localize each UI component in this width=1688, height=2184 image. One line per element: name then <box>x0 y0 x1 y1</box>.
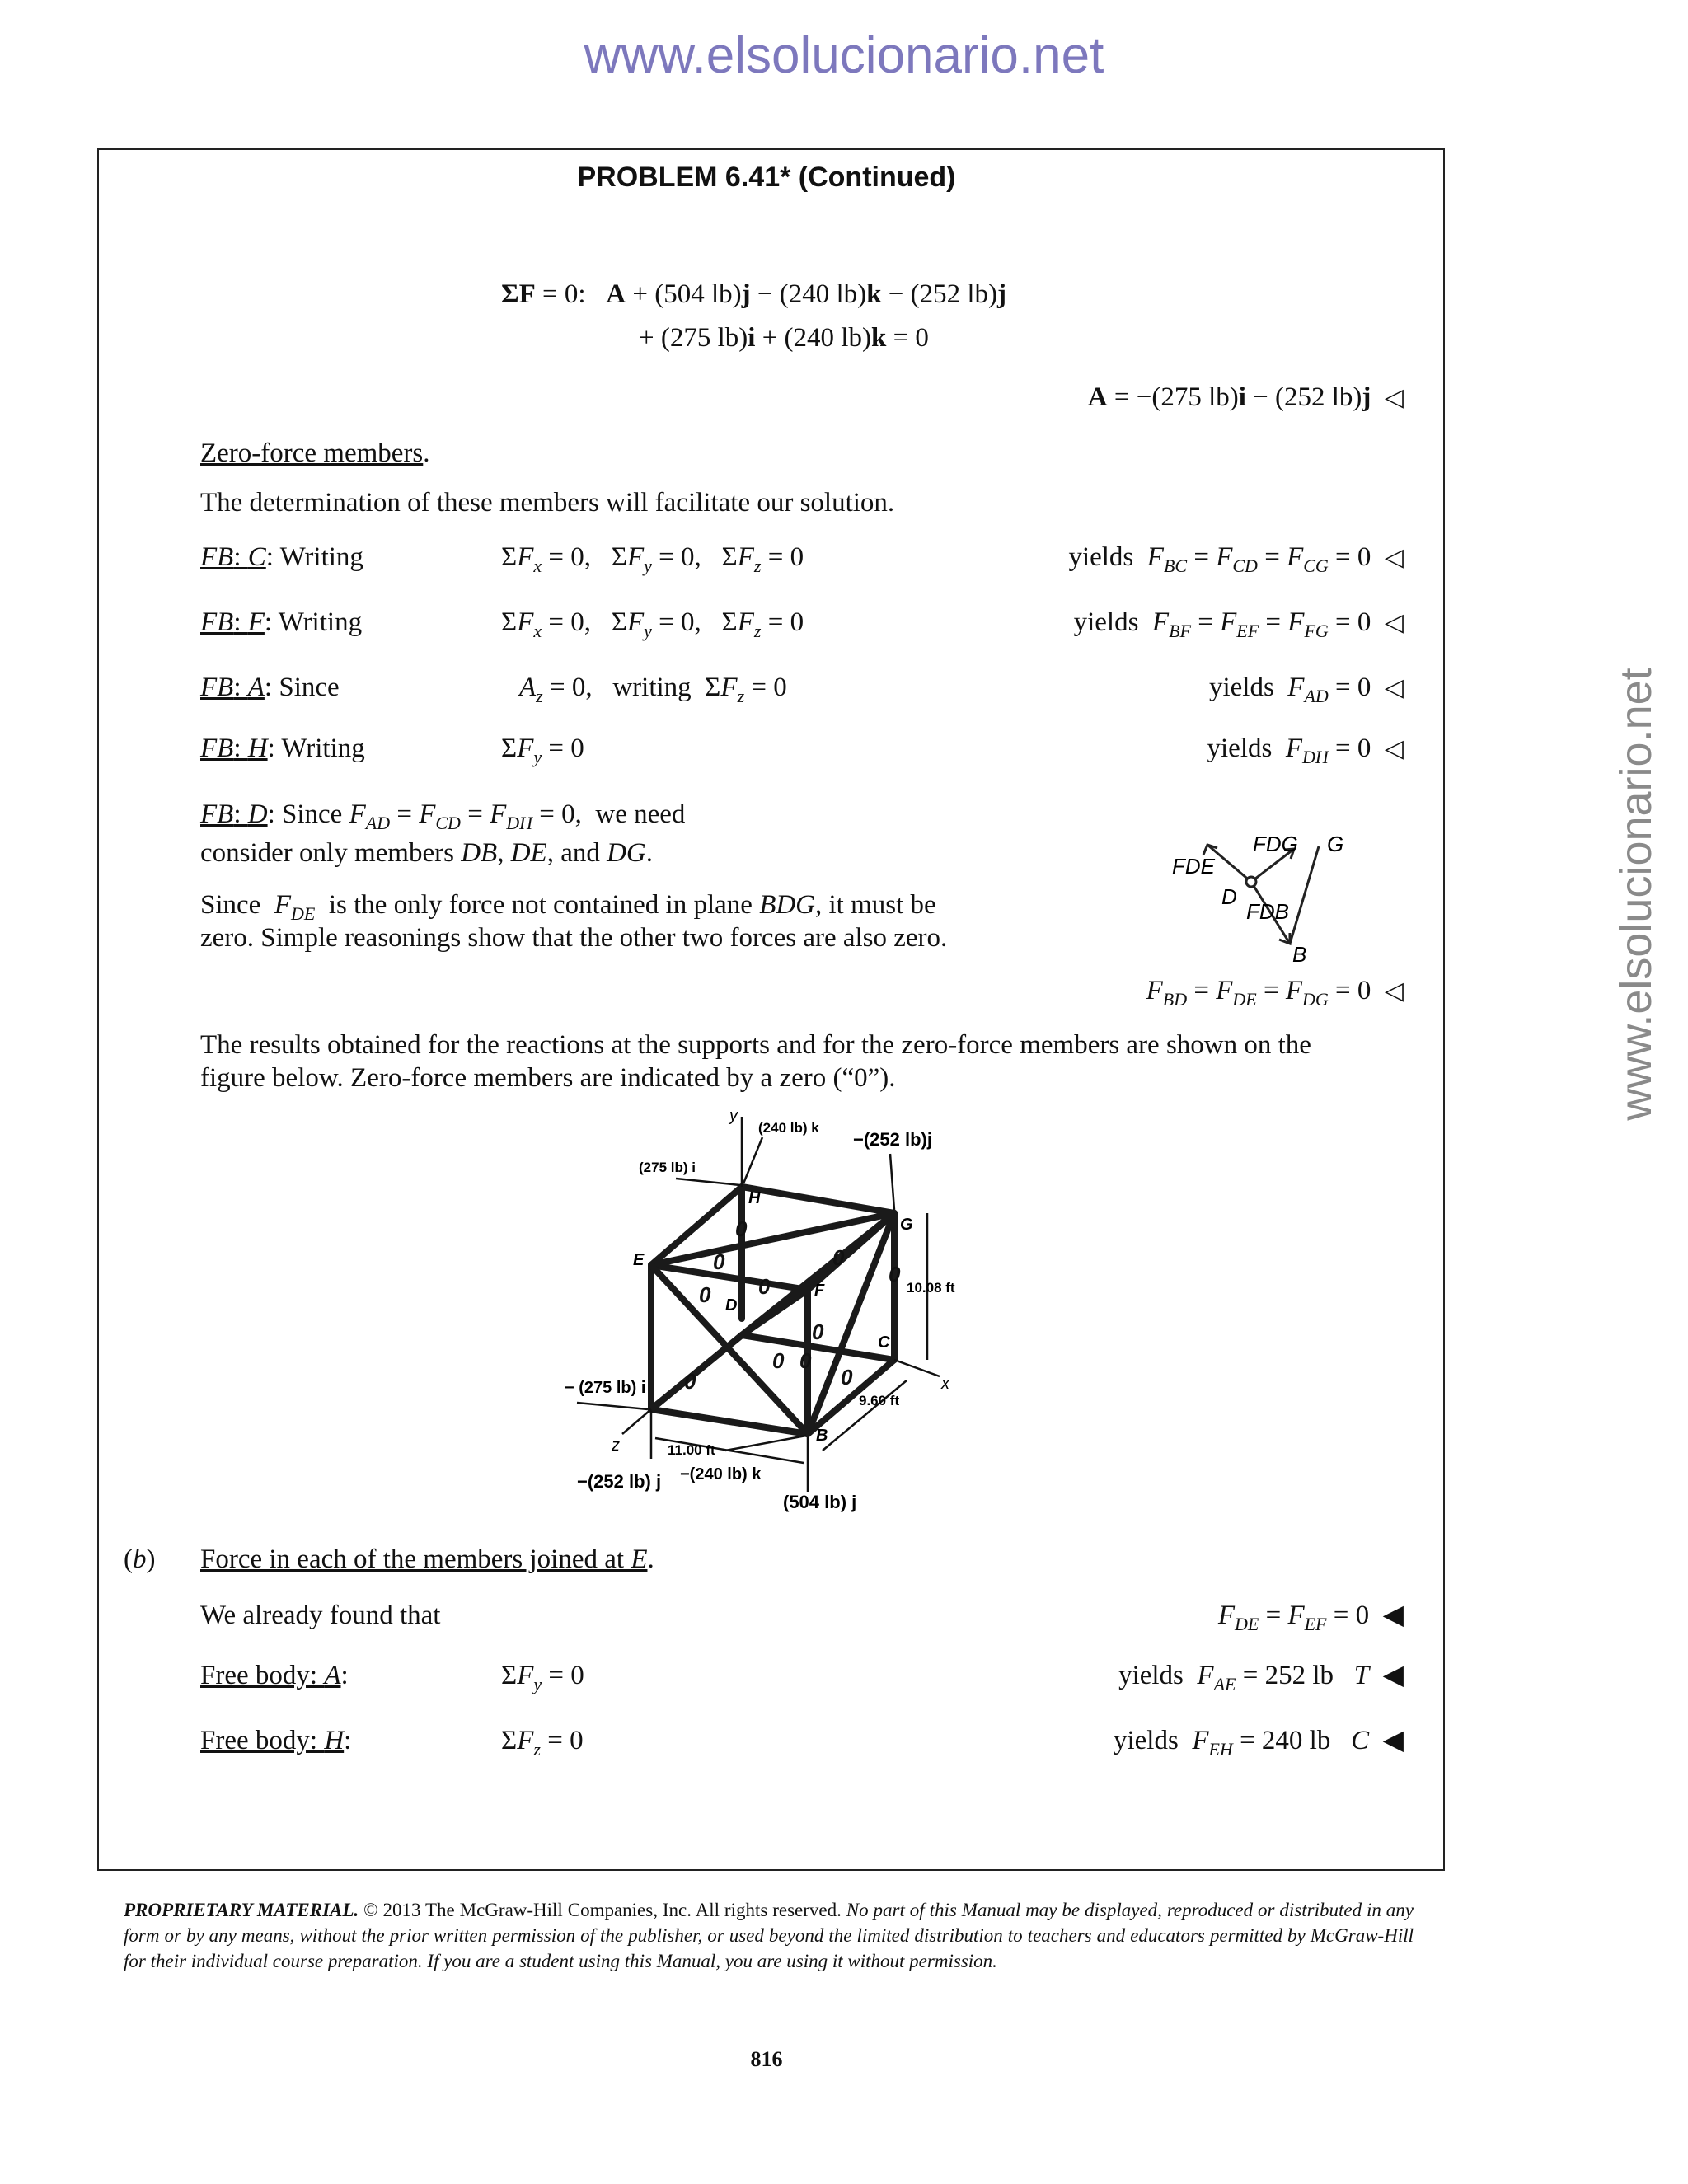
fb-d-result: $F_{BD} = F_{DE} = F_{DG} = 0$ ◁ <box>1146 976 1404 1010</box>
fb-f-result: yields $F_{BF} = F_{EF} = F_{FG} = 0$ ◁ <box>1073 607 1404 641</box>
fb-f-equation: $\Sigma F_x = 0$, $\Sigma F_y = 0$, $\Sigma F_z = 0$ <box>501 607 804 641</box>
equilibrium-line-1: ΣF = 0: A + (504 lb)j − (240 lb)k − (252 lb)j <box>501 279 1007 309</box>
zero-marker: 0 <box>799 1348 812 1373</box>
fb-d-para-1: Since $F_{DE}$ is the only force not contained in plane BDG, it must be <box>200 890 936 924</box>
fb-h2-label: Free body: H: <box>200 1726 352 1755</box>
fb-c-label: FB: C: Writing <box>200 542 363 572</box>
page-title: PROBLEM 6.41* (Continued) <box>577 162 956 193</box>
fb-d-para-2: zero. Simple reasonings show that the other two forces are also zero. <box>200 923 948 953</box>
fb-c-result: yields $F_{BC} = F_{CD} = F_{CG} = 0$ ◁ <box>1068 542 1404 576</box>
page-number: 816 <box>750 2047 783 2071</box>
zero-marker: 0 <box>889 1262 901 1286</box>
load-275i-left-label: − (275 lb) i <box>565 1379 646 1397</box>
dim-960-label: 9.60 ft <box>859 1393 900 1408</box>
fb-a2-equation: $\Sigma F_y = 0$ <box>501 1661 584 1694</box>
zero-marker: 0 <box>684 1369 696 1394</box>
zero-marker: 0 <box>758 1274 771 1299</box>
free-body-d-sketch <box>1154 828 1368 968</box>
fb-c-equation: $\Sigma F_x = 0$, $\Sigma F_y = 0$, $\Sigma F_z = 0$ <box>501 542 804 576</box>
fb-f-label: FB: F: Writing <box>200 607 363 637</box>
zero-marker: 0 <box>735 1216 748 1241</box>
fdb-label: FDB <box>1246 899 1289 924</box>
node-g-label: G <box>900 1216 913 1234</box>
watermark-top[interactable]: www.elsolucionario.net <box>584 27 1104 84</box>
equilibrium-line-2: + (275 lb)i + (240 lb)k = 0 <box>639 323 929 353</box>
load-504j-label: (504 lb) j <box>783 1492 857 1512</box>
reaction-a-result: A = −(275 lb)i − (252 lb)j ◁ <box>1087 382 1404 412</box>
zero-marker: 0 <box>713 1249 725 1274</box>
x-axis-label: x <box>941 1375 950 1393</box>
d-label: D <box>1221 884 1237 909</box>
watermark-side: www.elsolucionario.net <box>1611 668 1661 1121</box>
part-b-heading: Force in each of the members joined at E. <box>200 1544 654 1574</box>
node-d-label: D <box>725 1296 738 1315</box>
found-text: We already found that <box>200 1601 441 1630</box>
fb-a-label: FB: A: Since <box>200 673 340 702</box>
load-252j-bottom-label: −(252 lb) j <box>577 1471 662 1492</box>
load-275i-label: (275 lb) i <box>639 1160 696 1175</box>
node-f-label: F <box>814 1282 825 1300</box>
copyright-footer: PROPRIETARY MATERIAL. © 2013 The McGraw-Hill Companies, Inc. All rights reserved. No part of this Manual may be displayed, reproduced or distributed in any form or by any means, without the prior written permission of the publisher, or used beyond the limited distribution to teachers and educators permitted by McGraw-Hill for their individual course preparation. If you are a student using this Manual, you are using it without permission. <box>124 1900 1414 1971</box>
load-240k-label: (240 lb) k <box>758 1120 819 1136</box>
fb-h-result: yields $F_{DH} = 0$ ◁ <box>1207 733 1404 767</box>
node-e-label: E <box>633 1251 645 1269</box>
fb-a2-label: Free body: A: <box>200 1661 349 1690</box>
z-axis-label: z <box>612 1436 620 1455</box>
node-b-label: B <box>816 1427 828 1445</box>
summary-line-2: figure below. Zero-force members are indicated by a zero (“0”). <box>200 1063 896 1093</box>
zero-marker: 0 <box>841 1365 853 1390</box>
fdg-label: FDG <box>1253 832 1298 856</box>
node-c-label: C <box>878 1333 890 1352</box>
dim-1100-label: 11.00 ft <box>668 1442 715 1458</box>
truss-figure <box>560 1104 973 1533</box>
zero-marker: 0 <box>772 1348 785 1373</box>
fb-a-result: yields $F_{AD} = 0$ ◁ <box>1208 673 1404 706</box>
part-b-tag: (b) <box>124 1544 156 1574</box>
dim-1008-label: 10.08 ft <box>907 1280 955 1296</box>
zero-marker: 0 <box>812 1319 824 1344</box>
b-label: B <box>1292 942 1307 967</box>
fb-d-line-2: consider only members DB, DE, and DG. <box>200 838 654 868</box>
zero-force-heading: Zero-force members. <box>200 438 430 468</box>
found-result: $F_{DE} = F_{EF} = 0$ ◀ <box>1217 1601 1404 1634</box>
zero-marker: 0 <box>699 1282 711 1307</box>
fb-a2-result: yields $F_{AE} = 252$ lb T ◀ <box>1118 1661 1404 1694</box>
fde-label: FDE <box>1172 854 1215 879</box>
y-axis-label: y <box>729 1107 738 1125</box>
zero-force-intro: The determination of these members will facilitate our solution. <box>200 488 895 518</box>
load-252j-top-label: −(252 lb)j <box>853 1129 932 1150</box>
fb-h2-result: yields $F_{EH} = 240$ lb C ◀ <box>1113 1726 1404 1760</box>
fb-h-label: FB: H: Writing <box>200 733 365 763</box>
fb-h-equation: $\Sigma F_y = 0$ <box>501 733 584 767</box>
zero-marker: 0 <box>832 1245 845 1270</box>
summary-line-1: The results obtained for the reactions at the supports and for the zero-force members are shown on the <box>200 1030 1311 1060</box>
fb-h2-equation: $\Sigma F_z = 0$ <box>501 1726 584 1760</box>
node-h-label: H <box>748 1189 761 1207</box>
g-label: G <box>1327 832 1344 856</box>
load-240k-bottom-label: −(240 lb) k <box>680 1465 762 1483</box>
fb-a-equation: $A_z = 0$, writing $\Sigma F_z = 0$ <box>519 673 787 706</box>
fb-d-line-1: FB: D: Since $F_{AD} = F_{CD} = F_{DH} = 0$, we need <box>200 799 686 833</box>
